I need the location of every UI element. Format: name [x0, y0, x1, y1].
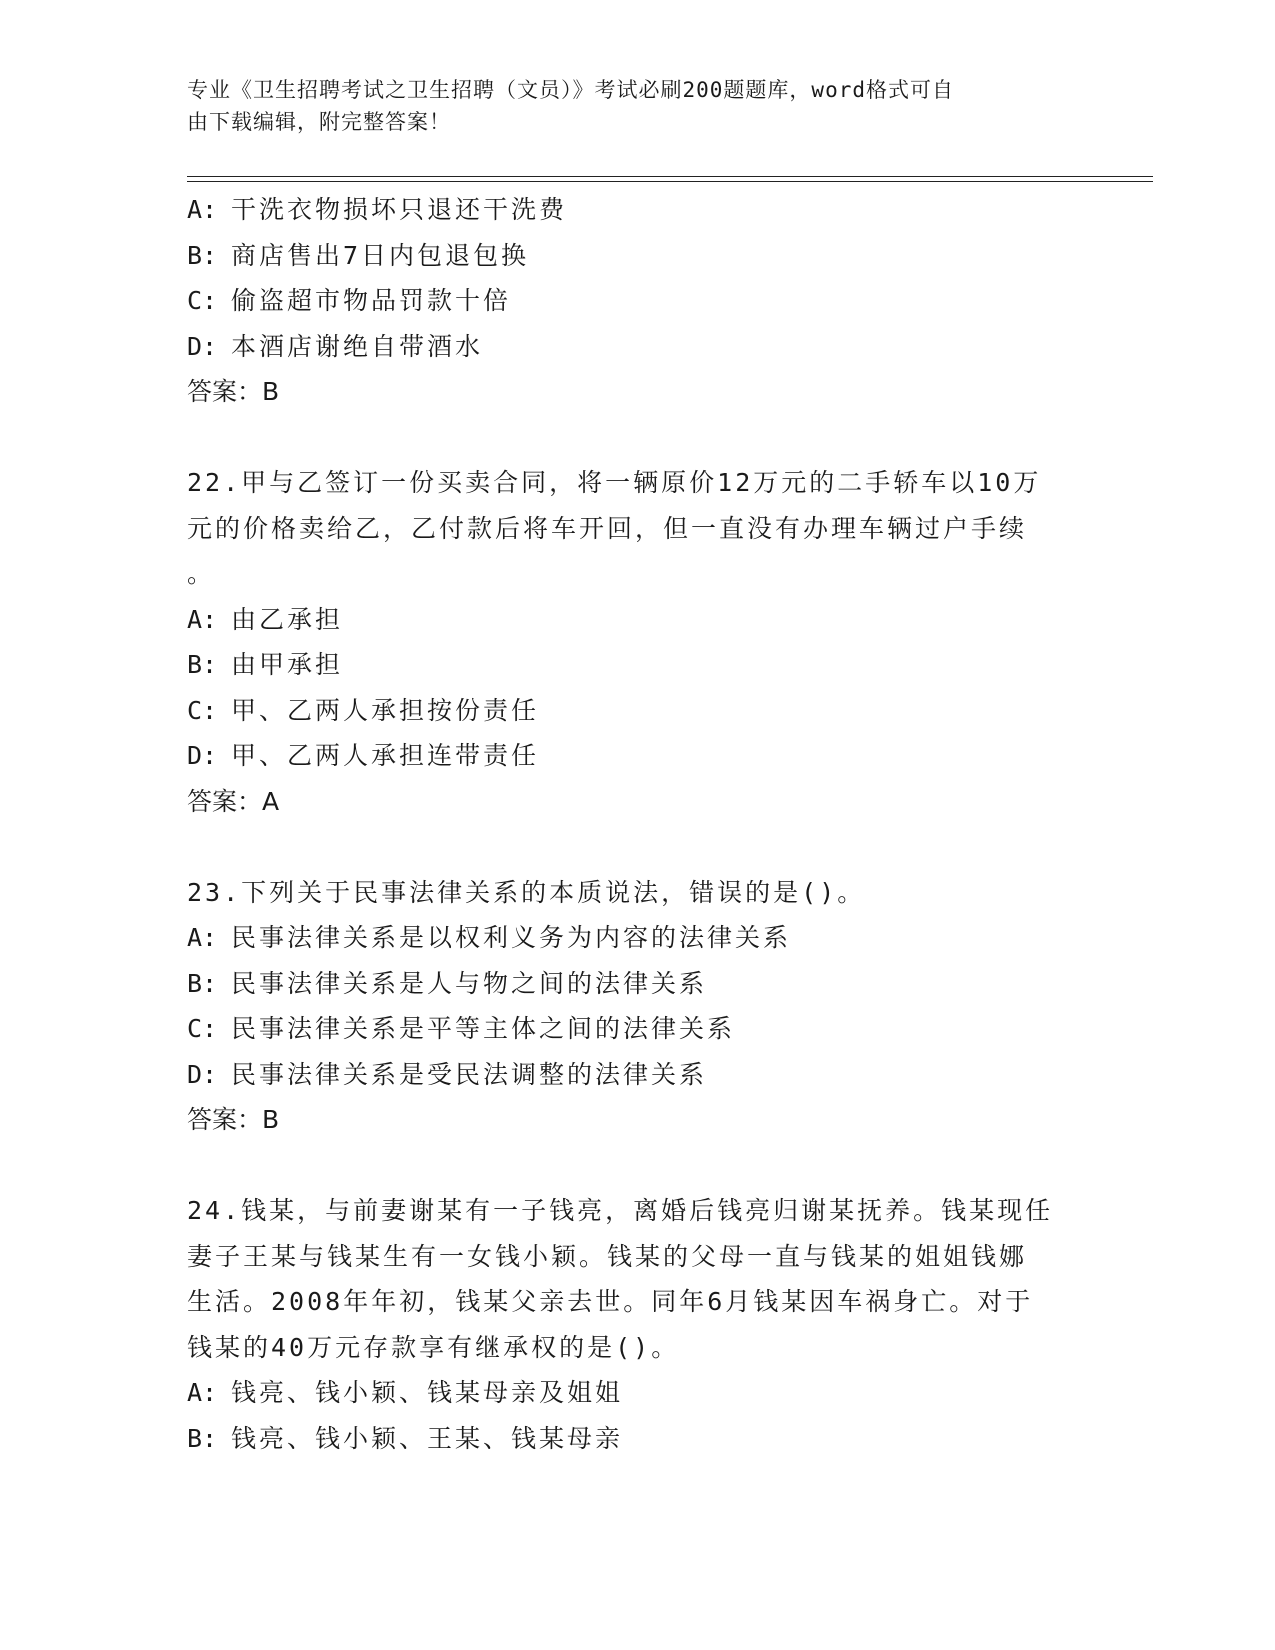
- spacer: [187, 824, 1087, 870]
- option-b: B: 钱亮、钱小颖、王某、钱某母亲: [187, 1423, 624, 1453]
- answer-line: 答案：A: [187, 786, 280, 816]
- answer-line: 答案：B: [187, 377, 280, 406]
- option-a: A: 由乙承担: [187, 604, 344, 634]
- question-stem-line: 钱某的40万元存款享有继承权的是()。: [187, 1332, 680, 1362]
- question-block-22: [187, 460, 1087, 824]
- header-line-2: 由下载编辑，附完整答案！: [187, 110, 451, 134]
- question-stem-line: 妻子王某与钱某生有一女钱小颖。钱某的父母一直与钱某的姐姐钱娜: [187, 1241, 1028, 1271]
- option-b: B: 民事法律关系是人与物之间的法律关系: [187, 968, 708, 998]
- spacer: [187, 1143, 1087, 1189]
- question-block-21: [187, 187, 1087, 415]
- option-c: C: 民事法律关系是平等主体之间的法律关系: [187, 1014, 736, 1043]
- question-stem-line: 。: [187, 559, 216, 588]
- question-block-24: [187, 1188, 1087, 1461]
- question-stem-line: 生活。2008年年初，钱某父亲去世。同年6月钱某因车祸身亡。对于: [187, 1287, 1034, 1316]
- spacer: [187, 415, 1087, 461]
- document-header: [187, 74, 1067, 138]
- header-divider-top: [187, 176, 1153, 177]
- option-c: C: 甲、乙两人承担按份责任: [187, 695, 540, 725]
- option-d: D: 民事法律关系是受民法调整的法律关系: [187, 1059, 708, 1089]
- question-block-23: [187, 870, 1087, 1143]
- option-a: A: 钱亮、钱小颖、钱某母亲及姐姐: [187, 1378, 624, 1407]
- answer-line: 答案：B: [187, 1105, 280, 1134]
- question-stem-line: 22.甲与乙签订一份买卖合同，将一辆原价12万元的二手轿车以10万: [187, 468, 1042, 497]
- option-a: A: 干洗衣物损坏只退还干洗费: [187, 195, 568, 224]
- option-b: B: 由甲承担: [187, 650, 344, 679]
- option-d: D: 甲、乙两人承担连带责任: [187, 741, 540, 770]
- option-c: C: 偷盗超市物品罚款十倍: [187, 286, 512, 315]
- option-d: D: 本酒店谢绝自带酒水: [187, 331, 484, 361]
- header-divider-bottom: [187, 181, 1153, 182]
- question-stem-line: 元的价格卖给乙，乙付款后将车开回，但一直没有办理车辆过户手续: [187, 513, 1028, 543]
- option-a: A: 民事法律关系是以权利义务为内容的法律关系: [187, 923, 792, 952]
- question-stem-line: 23.下列关于民事法律关系的本质说法，错误的是()。: [187, 877, 866, 907]
- header-line-1: 专业《卫生招聘考试之卫生招聘（文员）》考试必刷200题题库，word格式可自: [187, 78, 954, 102]
- option-b: B: 商店售出7日内包退包换: [187, 240, 530, 270]
- question-stem-line: 24.钱某，与前妻谢某有一子钱亮，离婚后钱亮归谢某抚养。钱某现任: [187, 1196, 1054, 1225]
- question-list: [187, 187, 1087, 1461]
